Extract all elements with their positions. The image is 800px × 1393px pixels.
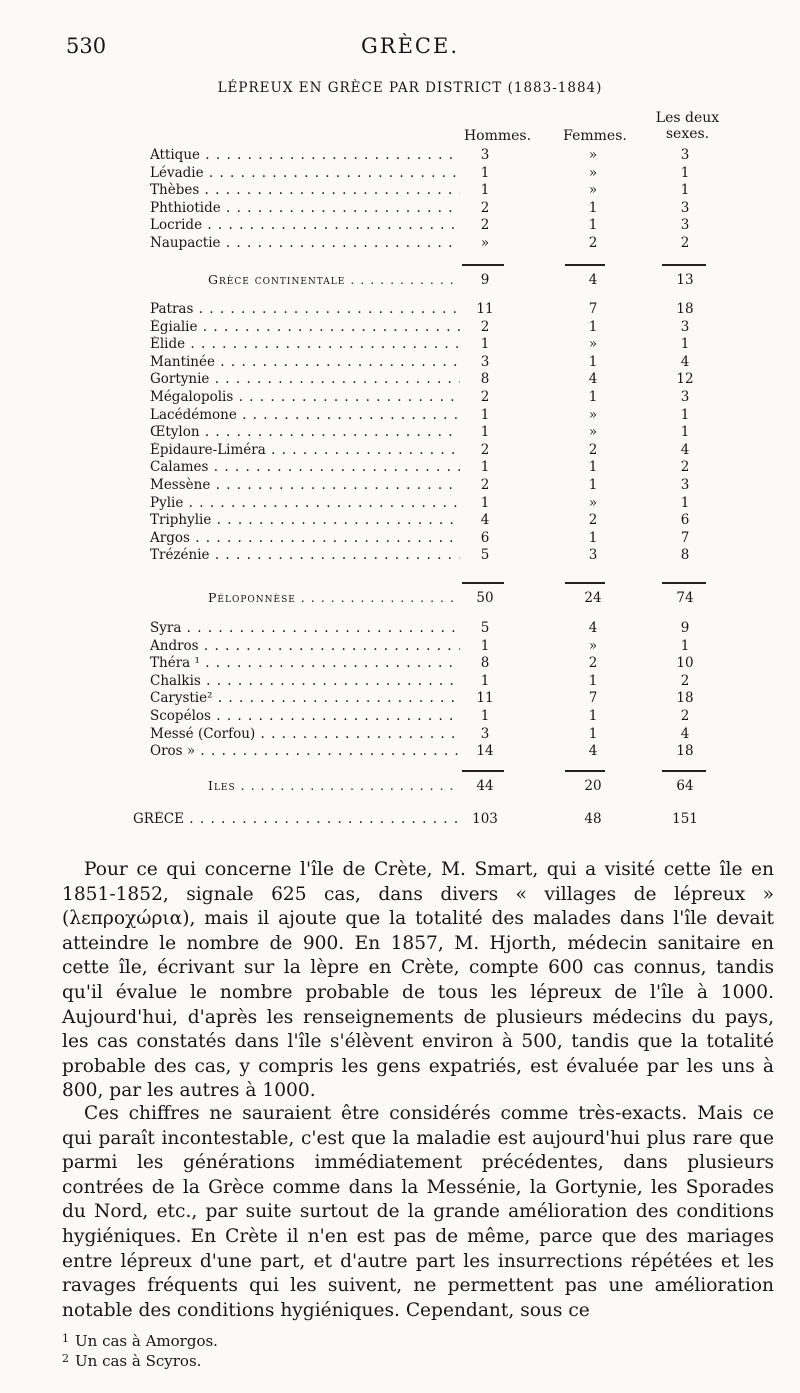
cell-total: 3 [680,147,690,163]
cell-femmes: » [588,637,598,654]
cell-total: 18 [676,743,694,760]
cell-femmes: 4 [588,620,598,636]
table-row [0,182,800,198]
cell-femmes: 4 [588,371,598,388]
footnotes [62,1330,218,1370]
cell-hommes: 3 [480,147,490,163]
cell-femmes: » [588,164,598,181]
cell-hommes: 5 [480,620,490,636]
table-rule [565,264,605,266]
cell-hommes: 2 [480,389,490,405]
table-row [0,200,800,216]
table-row [0,620,800,636]
row-label: Égialie . . . [150,319,460,335]
row-label: Pylie . . . [150,495,460,511]
cell-femmes: 3 [588,547,598,564]
row-label: Patras . . . [150,301,460,317]
table-rule [462,582,504,584]
cell-femmes: 48 [584,811,602,827]
row-label: Locride . . . [150,217,460,233]
table-row [0,336,800,352]
cell-hommes: 1 [480,672,490,689]
footnote-mark: 1 [62,1332,69,1345]
row-label: Naupactie . . . [150,235,460,251]
cell-total: 6 [680,512,690,529]
cell-hommes: 11 [476,690,494,707]
table-row [0,147,800,163]
table-row [0,547,800,563]
cell-total: 10 [676,655,694,672]
table-row [0,389,800,405]
cell-hommes: 1 [480,637,490,654]
row-label: Scopélos . . . [150,708,460,724]
cell-total: 64 [676,778,694,794]
cell-total: 18 [676,301,694,317]
cell-total: 2 [680,708,690,724]
subtotal-row [0,778,800,794]
table-row [0,708,800,724]
cell-total: 7 [680,529,690,546]
cell-hommes: » [480,235,490,251]
row-label: Péloponnèse . . . [208,590,460,606]
row-label: Lévadie . . . [150,165,460,181]
cell-femmes: » [588,147,598,163]
cell-hommes: 1 [480,336,490,353]
table-row [0,655,800,671]
cell-total: 4 [680,353,690,370]
table-row [0,165,800,181]
subtotal-row [0,272,800,288]
footnote-text: Un cas à Amorgos. [75,1332,218,1350]
table-column-headers [0,106,800,146]
row-label: Épidaure-Liméra . . . [150,442,460,458]
cell-femmes: » [588,182,598,199]
cell-femmes: 4 [588,743,598,760]
row-label: Attique . . . [150,147,460,163]
cell-femmes: 20 [584,778,602,794]
table-row [0,495,800,511]
table-rule [462,264,504,266]
row-label: Thèbes . . . [150,182,460,198]
cell-total: 3 [680,477,690,493]
table-title: LÉPREUX EN GRÈCE PAR DISTRICT (1883-1884) [217,80,603,96]
grand-total-row [0,811,800,827]
cell-hommes: 2 [480,217,490,234]
cell-total: 8 [680,547,690,564]
table-row [0,726,800,742]
table-row [0,235,800,251]
row-label: Triphylie . . . [150,512,460,528]
cell-femmes: » [588,406,598,423]
cell-hommes: 103 [472,811,498,827]
table-row [0,301,800,317]
row-label: Œtylon . . . [150,424,460,440]
footnote-mark: 2 [62,1352,69,1365]
cell-hommes: 1 [480,406,490,423]
subtotal-row [0,590,800,606]
cell-total: 2 [680,459,690,476]
cell-hommes: 1 [480,164,490,181]
cell-total: 3 [680,389,690,405]
cell-femmes: 1 [588,725,598,742]
row-label: Chalkis . . . [150,673,460,689]
table-rule [662,770,706,772]
row-label: Oros » . . . [150,743,460,759]
cell-total: 74 [676,590,694,606]
cell-femmes: 24 [584,590,602,606]
column-header-deux-sexes: Les deux sexes. [655,110,720,142]
cell-femmes: 7 [588,690,598,707]
cell-total: 3 [680,199,690,216]
cell-total: 1 [680,182,690,199]
row-label: Andros . . . [150,638,460,654]
table-row [0,371,800,387]
footnote-text: Un cas à Scyros. [75,1352,202,1370]
cell-femmes: 2 [588,512,598,529]
table-row [0,673,800,689]
table-row [0,690,800,706]
row-label: Trézénie . . . [150,547,460,563]
cell-femmes: 4 [588,272,598,288]
paragraph-chiffres: Ces chiffres ne sauraient être considérés comme très-exacts. Mais ce qui paraît incontestable, c'est que la maladie est aujourd'hui plus rare que parmi les générations immédiatement précédentes, dans plusieurs contrées de la Grèce comme dans la Messénie, la Gortynie, les Sporades du Nord, etc., par suite surtout de la grande amélioration des conditions hygiéniques. En Crète il n'en est pas de même, parce que des mariages entre lépreux d'une part, et d'autre part les insurrections répétées et les ravages fréquents qui les suivent, ne permettent pas une amélioration notable des conditions hygiéniques. Cependant, sous ce [62,1103,774,1321]
column-header-femmes: Femmes. [563,128,627,144]
row-label: Messé (Corfou) . . . [150,726,460,742]
cell-femmes: 2 [588,441,598,458]
cell-hommes: 50 [476,590,494,606]
cell-hommes: 2 [480,199,490,216]
cell-femmes: » [588,424,598,441]
cell-femmes: 7 [588,301,598,317]
row-label: Élide . . . [150,336,460,352]
table-row [0,354,800,370]
row-label: Calames . . . [150,459,460,475]
table-rule [462,770,504,772]
cell-femmes: 1 [588,389,598,405]
cell-total: 18 [676,690,694,707]
row-label: Grèce continentale . . . [208,272,460,288]
cell-hommes: 14 [476,743,494,760]
page-number: 530 [66,34,107,58]
cell-femmes: 1 [588,529,598,546]
cell-total: 1 [680,164,690,181]
cell-hommes: 1 [480,494,490,511]
cell-hommes: 8 [480,655,490,672]
column-header-hommes: Hommes. [463,128,532,144]
table-row [0,217,800,233]
cell-femmes: 1 [588,459,598,476]
cell-hommes: 5 [480,547,490,564]
row-label: Mantinée . . . [150,354,460,370]
row-label: Messène . . . [150,477,460,493]
cell-femmes: 1 [588,708,598,724]
cell-femmes: 1 [588,199,598,216]
cell-hommes: 2 [480,318,490,335]
running-head: GRÈCE. [361,34,459,58]
row-label: Mégalopolis . . . [150,389,460,405]
cell-total: 4 [680,441,690,458]
table-row [0,743,800,759]
table-row [0,530,800,546]
table-rule [662,582,706,584]
cell-femmes: 1 [588,672,598,689]
cell-total: 13 [676,272,694,288]
cell-hommes: 44 [476,778,494,794]
row-label: Lacédémone . . . [150,407,460,423]
cell-hommes: 4 [480,512,490,529]
cell-femmes: 1 [588,217,598,234]
cell-hommes: 3 [480,725,490,742]
row-label: Syra . . . [150,620,460,636]
table-rule [565,582,605,584]
table-row [0,477,800,493]
cell-hommes: 3 [480,353,490,370]
cell-hommes: 8 [480,371,490,388]
cell-hommes: 2 [480,441,490,458]
cell-total: 2 [680,672,690,689]
table-row [0,459,800,475]
paragraph-crete: Pour ce qui concerne l'île de Crète, M. Smart, qui a visité cette île en 1851-1852, signale 625 cas, dans divers « villages de lépreux » (λεπροχώρια), mais il ajoute que la totalité des malades dans l'île devait atteindre le nombre de 900. En 1857, M. Hjorth, médecin sanitaire en cette île, écrivant sur la lèpre en Crète, compte 600 cas connus, tandis qu'il évalue le nombre probable de tous les lépreux de l'île à 1000. Aujourd'hui, d'après les renseignements de plusieurs médecins du pays, les cas constatés dans l'île s'élèvent environ à 500, tandis que la totalité probable des cas, y compris les gens expatriés, est évaluée par les uns à 800, par les autres à 1000. [62,859,774,1102]
table-row [0,407,800,423]
table-rule [662,264,706,266]
row-label: Gortynie . . . [150,371,460,387]
cell-hommes: 1 [480,182,490,199]
table-row [0,319,800,335]
cell-total: 151 [672,811,698,827]
row-label: Argos . . . [150,530,460,546]
footnote [62,1350,218,1370]
row-label: Carystie² . . . [150,690,460,706]
row-label: Phthiotide . . . [150,200,460,216]
cell-total: 1 [680,406,690,423]
table-row [0,638,800,654]
cell-femmes: 2 [588,235,598,251]
cell-femmes: 1 [588,353,598,370]
row-label: GRÈCE . . . [133,811,458,827]
cell-total: 1 [680,336,690,353]
cell-total: 12 [676,371,694,388]
cell-total: 3 [680,217,690,234]
table-rule [565,770,605,772]
cell-femmes: » [588,336,598,353]
cell-hommes: 2 [480,477,490,493]
cell-femmes: 2 [588,655,598,672]
cell-total: 1 [680,424,690,441]
cell-total: 9 [680,620,690,636]
cell-femmes: 1 [588,477,598,493]
table-row [0,424,800,440]
row-label: Théra ¹ . . . [150,655,460,671]
cell-total: 2 [680,235,690,251]
row-label: Iles . . . [208,778,460,794]
cell-total: 1 [680,494,690,511]
cell-hommes: 1 [480,708,490,724]
footnote [62,1330,218,1350]
cell-hommes: 6 [480,529,490,546]
cell-femmes: 1 [588,318,598,335]
cell-hommes: 1 [480,424,490,441]
cell-hommes: 1 [480,459,490,476]
table-row [0,442,800,458]
cell-hommes: 9 [480,272,490,288]
cell-total: 3 [680,318,690,335]
cell-total: 4 [680,725,690,742]
table-row [0,512,800,528]
cell-hommes: 11 [476,301,494,317]
cell-total: 1 [680,637,690,654]
cell-femmes: » [588,494,598,511]
